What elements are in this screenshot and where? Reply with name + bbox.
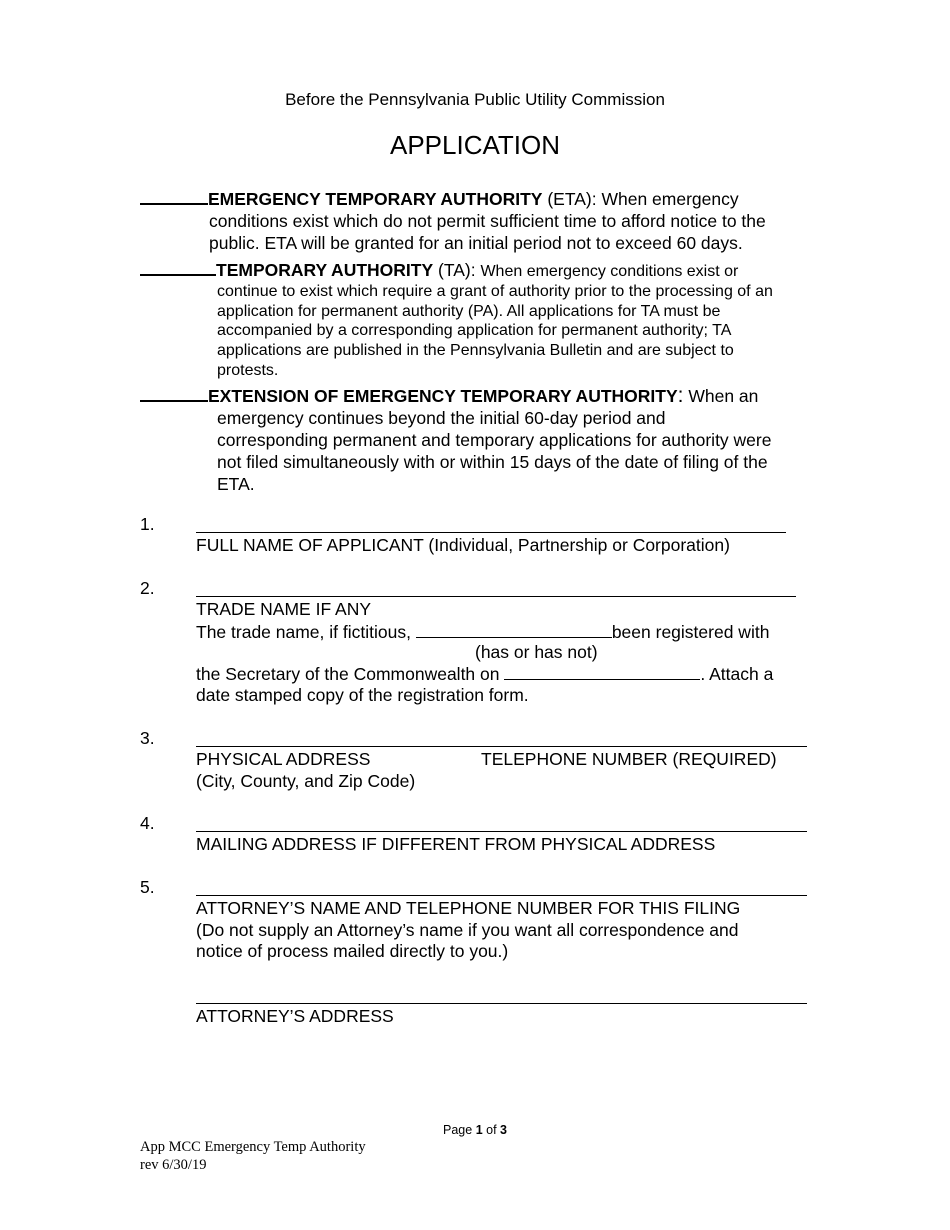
- date-stamped-text: date stamped copy of the registration form.: [196, 685, 529, 705]
- item-number: 2.: [140, 578, 155, 598]
- registration-date-field[interactable]: [504, 663, 700, 680]
- attorney-name-label: ATTORNEY’S NAME AND TELEPHONE NUMBER FOR THIS FILING: [196, 898, 741, 918]
- ta-line: application for permanent authority (PA). All applications for TA must be: [217, 302, 721, 320]
- item-number: 3.: [140, 728, 155, 748]
- mailing-address-label: MAILING ADDRESS IF DIFFERENT FROM PHYSICAL ADDRESS: [196, 834, 716, 854]
- ta-line: continue to exist which require a grant of authority prior to the processing of an: [217, 282, 773, 300]
- secretary-line: [196, 663, 773, 685]
- extension-line: corresponding permanent and temporary applications for authority were: [217, 430, 772, 450]
- ta-heading: TEMPORARY AUTHORITY: [216, 260, 434, 280]
- option-ta: [140, 256, 773, 381]
- full-name-field[interactable]: [196, 532, 786, 533]
- extension-heading: EXTENSION OF EMERGENCY TEMPORARY AUTHORITY: [208, 386, 678, 406]
- full-name-label: FULL NAME OF APPLICANT (Individual, Partnership or Corporation): [196, 535, 730, 555]
- page-word: Page: [443, 1123, 476, 1137]
- eta-checkbox-blank[interactable]: [140, 185, 208, 205]
- page-number: 1: [475, 1123, 483, 1137]
- trade-fictitious-text: The trade name, if fictitious,: [196, 622, 416, 642]
- page-title: APPLICATION: [389, 130, 560, 160]
- eta-heading: EMERGENCY TEMPORARY AUTHORITY: [208, 189, 543, 209]
- physical-address-field[interactable]: [196, 746, 807, 747]
- option-extension-eta: [140, 382, 771, 495]
- attach-text: . Attach a: [700, 664, 774, 684]
- ta-line: protests.: [217, 361, 279, 379]
- page-indicator: [0, 1123, 950, 1137]
- form-footer: [140, 1138, 366, 1174]
- attorney-note: notice of process mailed directly to you.): [196, 941, 509, 961]
- attorney-name-field[interactable]: [196, 895, 807, 896]
- eta-line: conditions exist which do not permit sufficient time to afford notice to the: [209, 211, 766, 231]
- trade-fictitious-line: [196, 621, 769, 643]
- trade-name-label: TRADE NAME IF ANY: [196, 599, 372, 619]
- extension-text-first: When an: [683, 386, 759, 406]
- eta-line: public. ETA will be granted for an initial period not to exceed 60 days.: [209, 233, 743, 253]
- registered-with-text: been registered with: [611, 622, 770, 642]
- page-total: 3: [500, 1123, 507, 1137]
- trade-name-field[interactable]: [196, 596, 796, 597]
- eta-text-first: (ETA): When emergency: [542, 189, 739, 209]
- city-county-zip-label: (City, County, and Zip Code): [196, 771, 416, 791]
- attorney-address-field[interactable]: [196, 1003, 807, 1004]
- ta-line: applications are published in the Pennsylvania Bulletin and are subject to: [217, 342, 734, 360]
- page-of: of: [482, 1123, 501, 1137]
- extension-line: not filed simultaneously with or within 15 days of the date of filing of the: [217, 452, 768, 472]
- attorney-note: (Do not supply an Attorney’s name if you want all correspondence and: [196, 920, 739, 940]
- form-name: App MCC Emergency Temp Authority: [140, 1139, 366, 1155]
- extension-colon: :: [677, 384, 684, 407]
- ta-checkbox-blank[interactable]: [140, 256, 216, 276]
- ta-text-first: When emergency conditions exist or: [480, 263, 739, 280]
- form-revision: rev 6/30/19: [140, 1157, 207, 1173]
- item-number: 1.: [140, 514, 155, 534]
- item-number: 5.: [140, 877, 155, 897]
- mailing-address-field[interactable]: [196, 831, 807, 832]
- secretary-text: the Secretary of the Commonwealth on: [196, 664, 505, 684]
- physical-address-label: PHYSICAL ADDRESS: [196, 749, 371, 769]
- agency-header: Before the Pennsylvania Public Utility Commission: [285, 90, 665, 109]
- option-eta: [140, 185, 766, 254]
- extension-checkbox-blank[interactable]: [140, 382, 208, 402]
- ta-line: accompanied by a corresponding application for permanent authority; TA: [217, 322, 732, 340]
- telephone-label: TELEPHONE NUMBER (REQUIRED): [481, 749, 777, 769]
- has-or-has-not-caption: (has or has not): [475, 642, 598, 662]
- has-or-has-not-field[interactable]: [416, 621, 612, 638]
- extension-line: ETA.: [217, 474, 255, 494]
- ta-text-large: (TA):: [433, 260, 481, 280]
- attorney-address-label: ATTORNEY’S ADDRESS: [196, 1006, 394, 1026]
- extension-line: emergency continues beyond the initial 60-day period and: [217, 408, 666, 428]
- item-number: 4.: [140, 813, 155, 833]
